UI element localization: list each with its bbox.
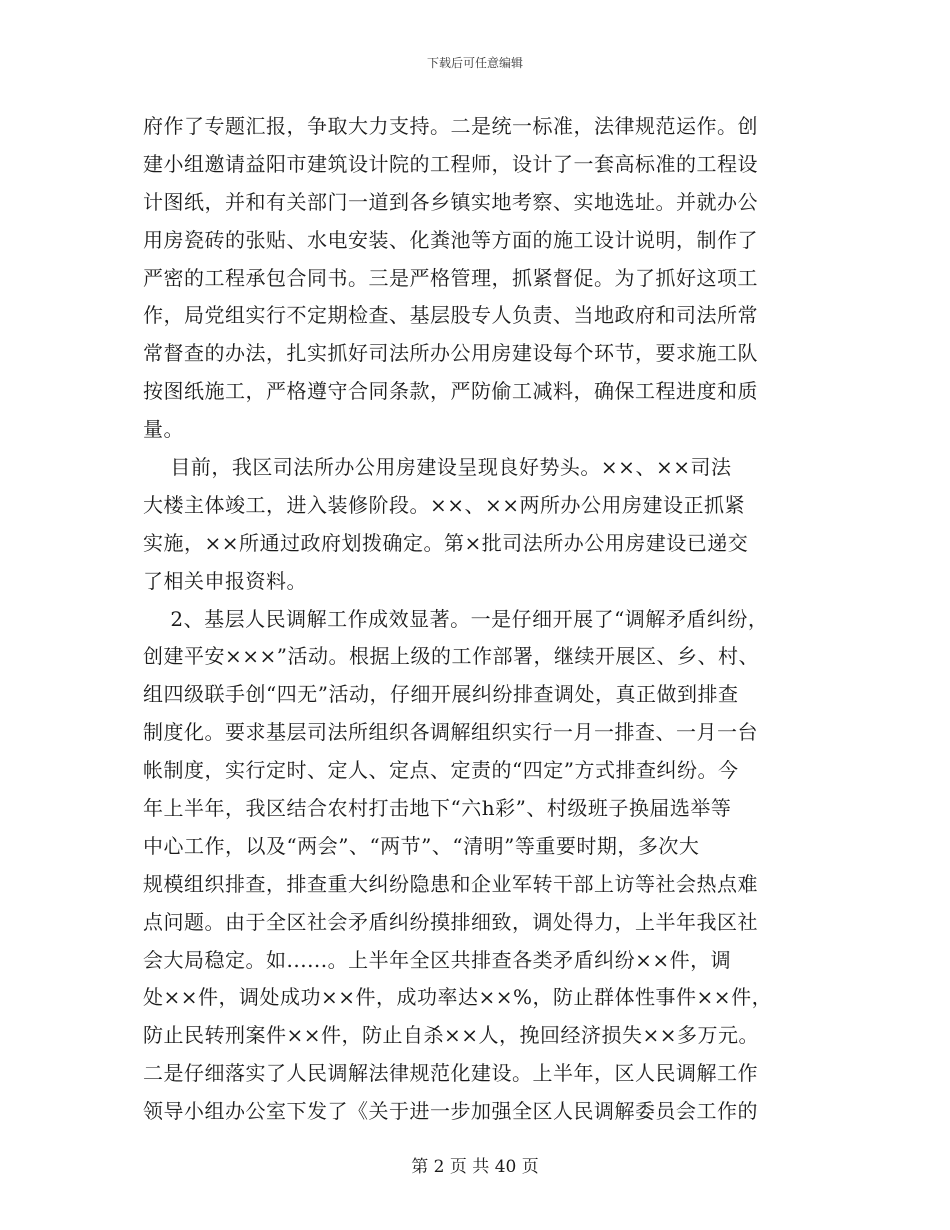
text-line: 2、基层人民调解工作成效显著。一是仔细开展了“调解矛盾纠纷， — [143, 606, 769, 631]
text-line: 计图纸，并和有关部门一道到各乡镇实地考察、实地选址。并就办公 — [143, 189, 758, 214]
page-header: 下载后可任意编辑 — [426, 56, 523, 70]
text-line: 制度化。要求基层司法所组织各调解组织实行一月一排查、一月一台 — [143, 720, 758, 745]
text-line: 领导小组办公室下发了《关于进一步加强全区人民调解委员会工作的 — [143, 1099, 758, 1124]
text-line: 会大局稳定。如......。上半年全区共排查各类矛盾纠纷××件，调 — [143, 947, 732, 972]
text-line: 创建平安×××”活动。根据上级的工作部署，继续开展区、乡、村、 — [143, 644, 759, 669]
text-line: 处××件，调处成功××件，成功率达××%，防止群体性事件××件， — [143, 985, 773, 1010]
text-line: 常督查的办法，扎实抓好司法所办公用房建设每个环节，要求施工队 — [143, 341, 758, 366]
text-line: 作，局党组实行不定期检查、基层股专人负责、当地政府和司法所常 — [143, 303, 758, 328]
text-line: 量。 — [143, 417, 184, 442]
text-line: 中心工作，以及“两会”、“两节”、“清明”等重要时期，多次大 — [143, 833, 700, 858]
text-line: 点问题。由于全区社会矛盾纠纷摸排细致，调处得力，上半年我区社 — [143, 909, 758, 934]
text-line: 目前，我区司法所办公用房建设呈现良好势头。××、××司法 — [143, 455, 732, 480]
page-number: 第 2 页 共 40 页 — [411, 1157, 539, 1177]
text-line: 规模组织排查，排查重大纠纷隐患和企业军转干部上访等社会热点难 — [143, 871, 758, 896]
text-line: 帐制度，实行定时、定人、定点、定责的“四定”方式排查纠纷。今 — [143, 758, 739, 783]
text-line: 组四级联手创“四无”活动，仔细开展纠纷排查调处，真正做到排查 — [143, 682, 739, 707]
text-line: 实施，××所通过政府划拨确定。第×批司法所办公用房建设已递交 — [143, 530, 749, 555]
text-line: 建小组邀请益阳市建筑设计院的工程师，设计了一套高标准的工程设 — [143, 151, 758, 176]
text-line: 大楼主体竣工，进入装修阶段。××、××两所办公用房建设正抓紧 — [143, 492, 746, 517]
text-line: 按图纸施工，严格遵守合同条款，严防偷工减料，确保工程进度和质 — [143, 379, 758, 404]
text-line: 防止民转刑案件××件，防止自杀××人，挽回经济损失××多万元。 — [143, 1023, 760, 1048]
text-line: 年上半年，我区结合农村打击地下“六h彩”、村级班子换届选举等 — [143, 796, 732, 821]
text-line: 严密的工程承包合同书。三是严格管理，抓紧督促。为了抓好这项工 — [143, 265, 758, 290]
text-line: 了相关申报资料。 — [143, 568, 307, 593]
document-body — [143, 108, 813, 1131]
text-line: 用房瓷砖的张贴、水电安装、化粪池等方面的施工设计说明，制作了 — [143, 227, 758, 252]
text-line: 府作了专题汇报，争取大力支持。二是统一标准，法律规范运作。创 — [143, 114, 758, 138]
text-line: 二是仔细落实了人民调解法律规范化建设。上半年，区人民调解工作 — [143, 1061, 758, 1086]
